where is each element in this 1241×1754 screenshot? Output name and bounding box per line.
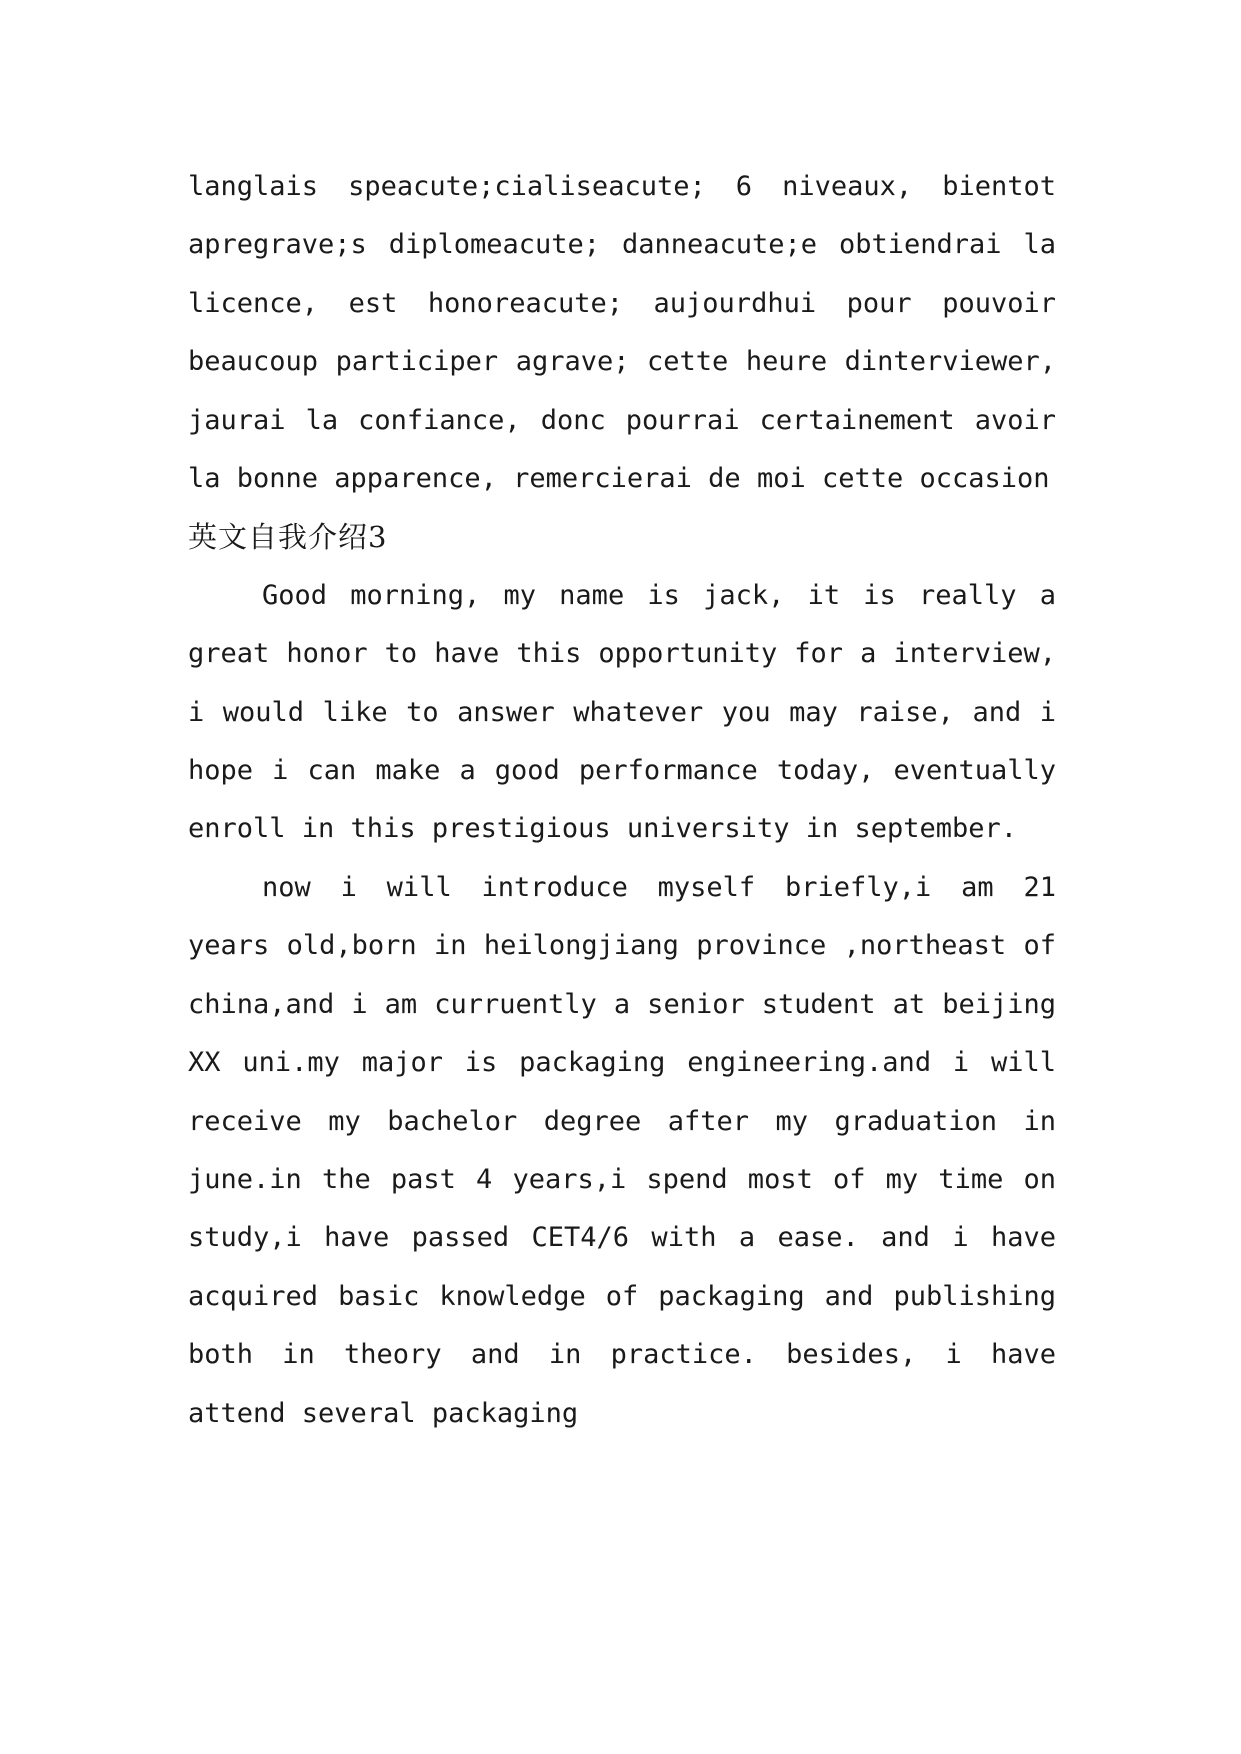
section-heading: 英文自我介绍3 <box>188 520 388 555</box>
document-body <box>188 158 1056 1443</box>
paragraph-french-continuation: langlais speacute;cialiseacute; 6 niveaux, bientot apregrave;s diplomeacute; danneacute;e obtiendrai la licence, est honoreacute; aujourdhui pour pouvoir beaucoup participer agrave; cette heure dinterviewer, jaurai la confiance, donc pourrai certainement avoir la bonne apparence, remercierai de moi cette occasion <box>188 171 1056 495</box>
paragraph-greeting: Good morning, my name is jack, it is really a great honor to have this opportunity for a interview, i would like to answer whatever you may raise, and i hope i can make a good performance today, eventually enroll in this prestigious university in september. <box>188 579 1056 845</box>
paragraph-introduction: now i will introduce myself briefly,i am 21 years old,born in heilongjiang province ,northeast of china,and i am curruently a senior student at beijing XX uni.my major is packaging engineering.and i will receive my bachelor degree after my graduation in june.in the past 4 years,i spend most of my time on study,i have passed CET4/6 with a ease. and i have acquired basic knowledge of packaging and publishing both in theory and in practice. besides, i have attend several packaging <box>188 871 1056 1429</box>
